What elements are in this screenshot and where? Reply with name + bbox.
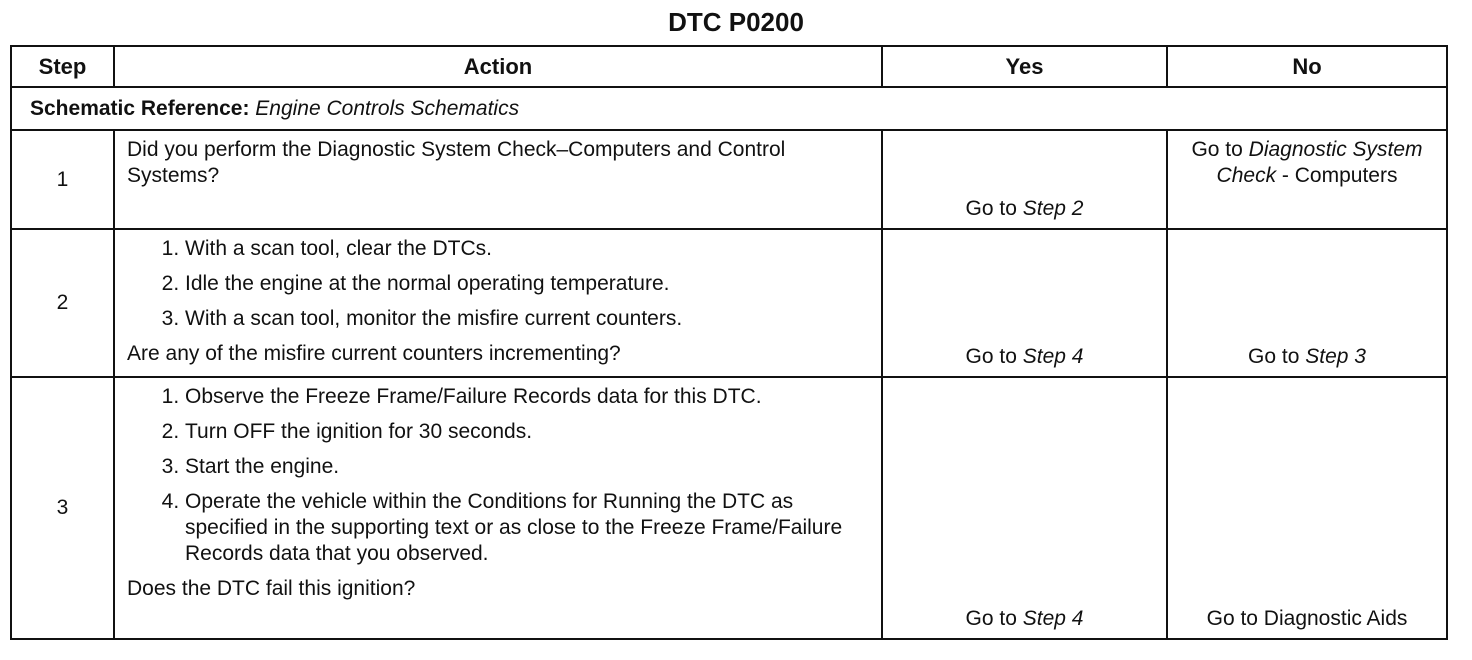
instruction-list xyxy=(127,384,871,567)
list-item: 3. Start the engine. xyxy=(185,454,871,480)
action-text: Did you perform the Diagnostic System Check–Computers and Control Systems? xyxy=(127,138,786,187)
schematic-label: Schematic Reference: xyxy=(30,96,250,120)
no-cell xyxy=(1167,377,1447,639)
step-number: 2 xyxy=(11,229,114,377)
yes-step-ref: Step 2 xyxy=(1022,197,1084,220)
header-yes: Yes xyxy=(882,46,1167,87)
diagnostic-table xyxy=(10,45,1448,640)
no-step-ref: Step 3 xyxy=(1305,345,1366,368)
list-item: 1. With a scan tool, clear the DTCs. xyxy=(185,236,871,262)
action-cell xyxy=(114,130,882,229)
list-item: 4. Operate the vehicle within the Conditions for Running the DTC as specified in the supporting text or as close to the Freeze Frame/Failure Records data that you observed. xyxy=(185,489,845,567)
no-prefix: Go to xyxy=(1248,345,1300,368)
header-no: No xyxy=(1167,46,1447,87)
no-cell xyxy=(1167,229,1447,377)
header-action: Action xyxy=(114,46,882,87)
header-row xyxy=(11,46,1447,87)
action-cell xyxy=(114,377,882,639)
yes-cell xyxy=(882,130,1167,229)
list-item: 2. Turn OFF the ignition for 30 seconds. xyxy=(185,419,871,445)
no-diagnostic-aids: Go to Diagnostic Aids xyxy=(1206,607,1408,630)
no-ref: Diagnostic System Check xyxy=(1216,138,1423,187)
yes-step-ref: Step 4 xyxy=(1022,607,1084,630)
list-item: 3. With a scan tool, monitor the misfire current counters. xyxy=(185,306,871,332)
no-cell xyxy=(1167,130,1447,229)
schematic-row xyxy=(11,87,1447,130)
yes-step-ref: Step 4 xyxy=(1022,345,1084,368)
instruction-list xyxy=(127,236,871,332)
table-row xyxy=(11,229,1447,377)
no-prefix: Go to xyxy=(1191,138,1243,161)
yes-prefix: Go to xyxy=(965,197,1017,220)
step-number: 3 xyxy=(11,377,114,639)
schematic-value: Engine Controls Schematics xyxy=(255,96,520,120)
question-text: Does the DTC fail this ignition? xyxy=(127,577,416,600)
list-item: 1. Observe the Freeze Frame/Failure Records data for this DTC. xyxy=(185,384,785,410)
list-item: 2. Idle the engine at the normal operating temperature. xyxy=(185,271,871,297)
page-title: DTC P0200 xyxy=(668,7,804,37)
yes-prefix: Go to xyxy=(965,345,1017,368)
action-cell xyxy=(114,229,882,377)
header-step: Step xyxy=(11,46,114,87)
no-suffix: - Computers xyxy=(1281,164,1398,187)
yes-cell xyxy=(882,377,1167,639)
yes-prefix: Go to xyxy=(965,607,1017,630)
table-row xyxy=(11,377,1447,639)
table-row xyxy=(11,130,1447,229)
schematic-reference xyxy=(11,87,1447,130)
question-text: Are any of the misfire current counters incrementing? xyxy=(127,342,621,365)
yes-cell xyxy=(882,229,1167,377)
step-number: 1 xyxy=(11,130,114,229)
